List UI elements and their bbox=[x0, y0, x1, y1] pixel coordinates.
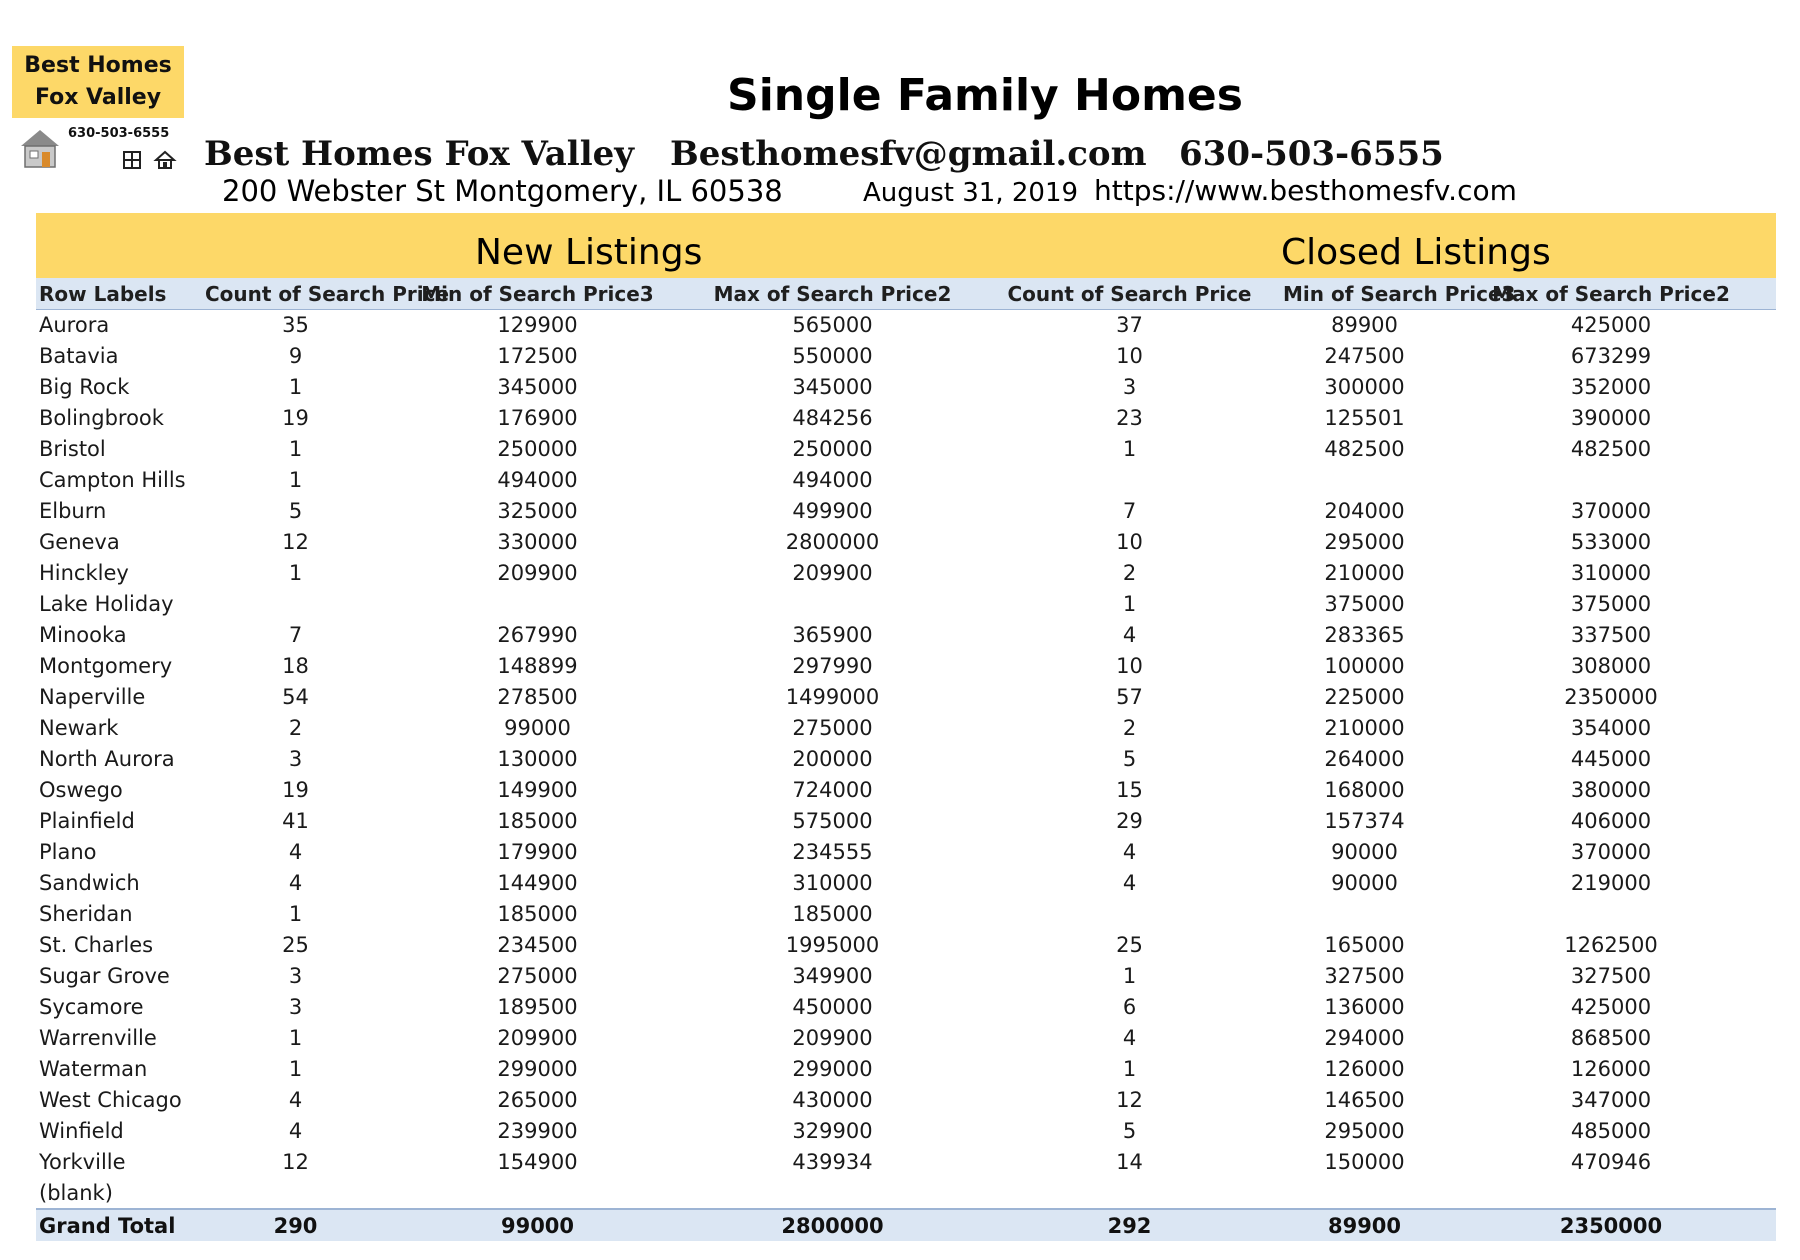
home-icon bbox=[155, 150, 175, 170]
cell-closed-max: 485000 bbox=[1570, 1118, 1652, 1143]
cell-closed-count: 1 bbox=[1122, 436, 1137, 461]
cell-new-count: 1 bbox=[288, 1025, 303, 1050]
table-row bbox=[36, 929, 1776, 960]
col-new-count: Count of Search Price bbox=[205, 281, 450, 306]
cell-closed-max: 445000 bbox=[1570, 746, 1652, 771]
cell-new-max: 724000 bbox=[792, 777, 873, 802]
table-row bbox=[36, 1053, 1776, 1084]
cell-town: Minooka bbox=[39, 622, 127, 647]
cell-new-min: 154900 bbox=[497, 1149, 578, 1174]
col-closed-count: Count of Search Price bbox=[1007, 281, 1252, 306]
cell-closed-max: 425000 bbox=[1570, 312, 1652, 337]
cell-new-max: 297990 bbox=[792, 653, 873, 678]
cell-new-min: 176900 bbox=[497, 405, 578, 430]
cell-new-max: 1995000 bbox=[785, 932, 880, 957]
cell-closed-max: 347000 bbox=[1570, 1087, 1652, 1112]
cell-new-min: 330000 bbox=[497, 529, 578, 554]
cell-closed-count: 10 bbox=[1116, 529, 1143, 554]
table-row bbox=[36, 557, 1776, 588]
grand-total-closed-max: 2350000 bbox=[1559, 1213, 1663, 1238]
table-row bbox=[36, 650, 1776, 681]
table-row bbox=[36, 867, 1776, 898]
closed-listings-title: Closed Listings bbox=[1281, 232, 1551, 273]
cell-new-count: 5 bbox=[288, 498, 303, 523]
cell-closed-min: 225000 bbox=[1324, 684, 1405, 709]
cell-closed-count: 2 bbox=[1122, 560, 1137, 585]
cell-closed-min: 100000 bbox=[1324, 653, 1405, 678]
cell-closed-min: 295000 bbox=[1324, 1118, 1405, 1143]
cell-new-count: 7 bbox=[288, 622, 303, 647]
cell-closed-max: 126000 bbox=[1570, 1056, 1652, 1081]
cell-closed-count: 10 bbox=[1116, 343, 1143, 368]
cell-new-min: 325000 bbox=[497, 498, 578, 523]
cell-closed-min: 210000 bbox=[1324, 715, 1405, 740]
cell-new-count: 4 bbox=[288, 1087, 303, 1112]
cell-closed-max: 308000 bbox=[1570, 653, 1652, 678]
cell-closed-max: 370000 bbox=[1570, 498, 1652, 523]
cell-new-max: 2800000 bbox=[785, 529, 880, 554]
cell-new-min: 185000 bbox=[497, 901, 578, 926]
grand-total-new-max: 2800000 bbox=[781, 1213, 884, 1238]
cell-closed-min: 210000 bbox=[1324, 560, 1405, 585]
logo-line-1: Best Homes bbox=[24, 53, 172, 78]
cell-new-max: 550000 bbox=[792, 343, 873, 368]
table-row bbox=[36, 433, 1776, 464]
cell-new-count: 4 bbox=[288, 870, 303, 895]
cell-closed-min: 294000 bbox=[1324, 1025, 1405, 1050]
cell-closed-max: 425000 bbox=[1570, 994, 1652, 1019]
cell-closed-min: 295000 bbox=[1324, 529, 1405, 554]
table-row bbox=[36, 495, 1776, 526]
cell-new-max: 565000 bbox=[792, 312, 873, 337]
cell-town: Lake Holiday bbox=[39, 591, 174, 616]
cell-new-min: 278500 bbox=[497, 684, 578, 709]
cell-new-count: 19 bbox=[282, 405, 309, 430]
cell-closed-count: 57 bbox=[1116, 684, 1143, 709]
cell-closed-min: 247500 bbox=[1324, 343, 1405, 368]
website-link[interactable]: https://www.besthomesfv.com bbox=[1094, 174, 1517, 207]
cell-closed-min: 136000 bbox=[1324, 994, 1405, 1019]
table-row bbox=[36, 681, 1776, 712]
cell-town: Oswego bbox=[39, 777, 123, 802]
table-row bbox=[36, 991, 1776, 1022]
report-date: August 31, 2019 bbox=[863, 178, 1079, 208]
cell-new-min: 275000 bbox=[497, 963, 578, 988]
cell-town: Hinckley bbox=[39, 560, 129, 585]
cell-new-max: 439934 bbox=[792, 1149, 873, 1174]
cell-closed-max: 2350000 bbox=[1564, 684, 1658, 709]
table-row bbox=[36, 836, 1776, 867]
cell-new-max: 575000 bbox=[792, 808, 873, 833]
cell-new-max: 349900 bbox=[792, 963, 873, 988]
cell-closed-max: 470946 bbox=[1570, 1149, 1652, 1174]
cell-new-count: 12 bbox=[282, 1149, 309, 1174]
cell-town: Sandwich bbox=[39, 870, 140, 895]
table-row bbox=[36, 898, 1776, 929]
table-row bbox=[36, 619, 1776, 650]
cell-closed-max: 337500 bbox=[1570, 622, 1652, 647]
cell-closed-count: 15 bbox=[1116, 777, 1143, 802]
cell-new-min: 99000 bbox=[504, 715, 571, 740]
cell-closed-min: 482500 bbox=[1324, 436, 1405, 461]
cell-town: Bolingbrook bbox=[39, 405, 164, 430]
cell-new-min: 179900 bbox=[497, 839, 578, 864]
table-row bbox=[36, 588, 1776, 619]
cell-new-max: 310000 bbox=[792, 870, 873, 895]
cell-closed-min: 327500 bbox=[1324, 963, 1405, 988]
col-new-min: Min of Search Price3 bbox=[421, 281, 654, 306]
cell-closed-max: 370000 bbox=[1570, 839, 1652, 864]
cell-new-count: 18 bbox=[282, 653, 309, 678]
cell-town: Newark bbox=[39, 715, 119, 740]
grand-total-label: Grand Total bbox=[39, 1213, 176, 1238]
cell-new-max: 209900 bbox=[792, 560, 873, 585]
table-row bbox=[36, 743, 1776, 774]
cell-closed-max: 1262500 bbox=[1564, 932, 1658, 957]
cell-new-max: 430000 bbox=[792, 1087, 873, 1112]
cell-closed-max: 327500 bbox=[1570, 963, 1652, 988]
cell-closed-max: 310000 bbox=[1570, 560, 1652, 585]
cell-closed-max: 406000 bbox=[1570, 808, 1652, 833]
table-row bbox=[36, 309, 1776, 340]
cell-closed-min: 165000 bbox=[1324, 932, 1405, 957]
cell-new-max: 185000 bbox=[792, 901, 873, 926]
cell-new-max: 1499000 bbox=[785, 684, 880, 709]
cell-new-min: 267990 bbox=[497, 622, 578, 647]
cell-new-count: 4 bbox=[288, 839, 303, 864]
cell-new-min: 250000 bbox=[497, 436, 578, 461]
cell-new-max: 450000 bbox=[792, 994, 873, 1019]
cell-closed-count: 4 bbox=[1122, 870, 1137, 895]
email[interactable]: Besthomesfv@gmail.com bbox=[670, 134, 1147, 174]
cell-new-count: 1 bbox=[288, 467, 303, 492]
grand-total-closed-count: 292 bbox=[1107, 1213, 1152, 1238]
logo-phone: 630-503-6555 bbox=[68, 126, 170, 141]
cell-closed-min: 157374 bbox=[1324, 808, 1405, 833]
cell-new-min: 265000 bbox=[497, 1087, 578, 1112]
cell-closed-min: 90000 bbox=[1331, 839, 1398, 864]
cell-closed-max: 673299 bbox=[1570, 343, 1652, 368]
cell-closed-min: 89900 bbox=[1331, 312, 1398, 337]
cell-new-count: 1 bbox=[288, 560, 303, 585]
cell-town: North Aurora bbox=[39, 746, 175, 771]
cell-new-count: 1 bbox=[288, 901, 303, 926]
col-new-max: Max of Search Price2 bbox=[713, 281, 952, 306]
cell-town: Naperville bbox=[39, 684, 146, 709]
cell-closed-max: 482500 bbox=[1570, 436, 1652, 461]
cell-new-max: 345000 bbox=[792, 374, 873, 399]
cell-closed-count: 5 bbox=[1122, 1118, 1137, 1143]
cell-closed-count: 2 bbox=[1122, 715, 1137, 740]
cell-closed-max: 380000 bbox=[1570, 777, 1652, 802]
cell-new-min: 345000 bbox=[497, 374, 578, 399]
table-row bbox=[36, 526, 1776, 557]
table-row bbox=[36, 774, 1776, 805]
cell-closed-min: 126000 bbox=[1324, 1056, 1405, 1081]
cell-new-count: 4 bbox=[288, 1118, 303, 1143]
cell-new-count: 41 bbox=[282, 808, 309, 833]
phone: 630-503-6555 bbox=[1179, 134, 1444, 174]
company-name: Best Homes Fox Valley bbox=[204, 134, 635, 174]
house-icon bbox=[18, 126, 62, 170]
cell-town: Plainfield bbox=[39, 808, 135, 833]
cell-town: Campton Hills bbox=[39, 467, 186, 492]
cell-new-min: 494000 bbox=[497, 467, 578, 492]
table-row bbox=[36, 464, 1776, 495]
cell-new-count: 2 bbox=[288, 715, 303, 740]
cell-closed-count: 7 bbox=[1122, 498, 1137, 523]
cell-new-min: 129900 bbox=[497, 312, 578, 337]
cell-closed-count: 1 bbox=[1122, 591, 1137, 616]
cell-town: Sheridan bbox=[39, 901, 133, 926]
cell-new-min: 299000 bbox=[497, 1056, 578, 1081]
new-listings-title: New Listings bbox=[475, 232, 703, 273]
cell-closed-min: 146500 bbox=[1324, 1087, 1405, 1112]
cell-closed-count: 12 bbox=[1116, 1087, 1143, 1112]
cell-closed-min: 204000 bbox=[1324, 498, 1405, 523]
cell-closed-min: 150000 bbox=[1324, 1149, 1405, 1174]
cell-town: West Chicago bbox=[39, 1087, 182, 1112]
cell-closed-count: 23 bbox=[1116, 405, 1143, 430]
cell-new-min: 239900 bbox=[497, 1118, 578, 1143]
cell-new-count: 54 bbox=[282, 684, 309, 709]
table-row bbox=[36, 805, 1776, 836]
cell-town: Batavia bbox=[39, 343, 119, 368]
cell-closed-count: 1 bbox=[1122, 963, 1137, 988]
cell-new-min: 234500 bbox=[497, 932, 578, 957]
cell-new-count: 12 bbox=[282, 529, 309, 554]
cell-new-min: 130000 bbox=[497, 746, 578, 771]
cell-closed-count: 5 bbox=[1122, 746, 1137, 771]
cell-new-max: 484256 bbox=[792, 405, 873, 430]
cell-town: Elburn bbox=[39, 498, 107, 523]
cell-new-max: 234555 bbox=[792, 839, 873, 864]
cell-new-count: 25 bbox=[282, 932, 309, 957]
grand-total-new-count: 290 bbox=[273, 1213, 318, 1238]
cell-new-min: 209900 bbox=[497, 1025, 578, 1050]
cell-closed-count: 25 bbox=[1116, 932, 1143, 957]
cell-town: Plano bbox=[39, 839, 97, 864]
cell-new-max: 209900 bbox=[792, 1025, 873, 1050]
cell-new-count: 3 bbox=[288, 746, 303, 771]
cell-town: Montgomery bbox=[39, 653, 173, 678]
table-row bbox=[36, 712, 1776, 743]
cell-new-max: 200000 bbox=[792, 746, 873, 771]
table-row bbox=[36, 402, 1776, 433]
cell-closed-count: 6 bbox=[1122, 994, 1137, 1019]
cell-new-min: 172500 bbox=[497, 343, 578, 368]
cell-closed-min: 168000 bbox=[1324, 777, 1405, 802]
cell-new-count: 1 bbox=[288, 374, 303, 399]
cell-closed-count: 4 bbox=[1122, 622, 1137, 647]
cell-closed-count: 3 bbox=[1122, 374, 1137, 399]
grand-total-new-min: 99000 bbox=[500, 1213, 575, 1238]
cell-town: Big Rock bbox=[39, 374, 130, 399]
cell-closed-count: 37 bbox=[1116, 312, 1143, 337]
col-row-labels: Row Labels bbox=[39, 281, 167, 306]
cell-closed-min: 375000 bbox=[1324, 591, 1405, 616]
col-closed-min: Min of Search Price3 bbox=[1283, 281, 1516, 306]
table-row bbox=[36, 1084, 1776, 1115]
cell-new-count: 35 bbox=[282, 312, 309, 337]
cell-closed-min: 283365 bbox=[1324, 622, 1405, 647]
cell-new-min: 185000 bbox=[497, 808, 578, 833]
cell-new-count: 1 bbox=[288, 436, 303, 461]
cell-new-max: 365900 bbox=[792, 622, 873, 647]
cell-closed-max: 375000 bbox=[1570, 591, 1652, 616]
cell-new-count: 3 bbox=[288, 963, 303, 988]
cell-closed-min: 90000 bbox=[1331, 870, 1398, 895]
cell-town: Warrenville bbox=[39, 1025, 157, 1050]
cell-town: Sugar Grove bbox=[39, 963, 170, 988]
cell-town: Winfield bbox=[39, 1118, 124, 1143]
cell-town: Aurora bbox=[39, 312, 110, 337]
cell-new-max: 494000 bbox=[792, 467, 873, 492]
cell-closed-max: 533000 bbox=[1570, 529, 1652, 554]
cell-closed-count: 4 bbox=[1122, 839, 1137, 864]
cell-closed-count: 10 bbox=[1116, 653, 1143, 678]
cell-new-min: 144900 bbox=[497, 870, 578, 895]
page-title: Single Family Homes bbox=[727, 70, 1243, 121]
cell-new-max: 275000 bbox=[792, 715, 873, 740]
cell-closed-max: 354000 bbox=[1570, 715, 1652, 740]
table-row bbox=[36, 1146, 1776, 1177]
cell-new-min: 149900 bbox=[497, 777, 578, 802]
grand-total-closed-min: 89900 bbox=[1327, 1213, 1402, 1238]
cell-new-min: 209900 bbox=[497, 560, 578, 585]
cell-new-count: 3 bbox=[288, 994, 303, 1019]
cell-closed-min: 264000 bbox=[1324, 746, 1405, 771]
cell-new-count: 9 bbox=[288, 343, 303, 368]
cell-new-max: 499900 bbox=[792, 498, 873, 523]
cell-closed-max: 352000 bbox=[1570, 374, 1652, 399]
table-header bbox=[36, 278, 1776, 310]
cell-town: (blank) bbox=[39, 1180, 113, 1205]
cell-new-count: 1 bbox=[288, 1056, 303, 1081]
cell-town: Bristol bbox=[39, 436, 106, 461]
col-closed-max: Max of Search Price2 bbox=[1492, 281, 1730, 306]
cell-closed-min: 125501 bbox=[1324, 405, 1405, 430]
cell-closed-max: 219000 bbox=[1570, 870, 1652, 895]
cell-town: Yorkville bbox=[39, 1149, 126, 1174]
cell-closed-max: 390000 bbox=[1570, 405, 1652, 430]
address: 200 Webster St Montgomery, IL 60538 bbox=[222, 174, 783, 208]
cell-new-count: 19 bbox=[282, 777, 309, 802]
table-row bbox=[36, 960, 1776, 991]
cell-new-max: 250000 bbox=[792, 436, 873, 461]
cell-closed-count: 1 bbox=[1122, 1056, 1137, 1081]
cell-town: Waterman bbox=[39, 1056, 148, 1081]
table-row bbox=[36, 1177, 1776, 1208]
cell-town: Sycamore bbox=[39, 994, 144, 1019]
cell-closed-count: 4 bbox=[1122, 1025, 1137, 1050]
cell-town: Geneva bbox=[39, 529, 120, 554]
cell-new-min: 189500 bbox=[497, 994, 578, 1019]
grand-total-row bbox=[36, 1208, 1776, 1241]
cell-closed-count: 29 bbox=[1116, 808, 1143, 833]
logo bbox=[12, 46, 184, 118]
cell-closed-min: 300000 bbox=[1324, 374, 1405, 399]
cell-closed-max: 868500 bbox=[1570, 1025, 1652, 1050]
cell-new-max: 329900 bbox=[792, 1118, 873, 1143]
cell-new-max: 299000 bbox=[792, 1056, 873, 1081]
cell-closed-count: 14 bbox=[1116, 1149, 1143, 1174]
table-row bbox=[36, 1115, 1776, 1146]
table-row bbox=[36, 340, 1776, 371]
logo-line-2: Fox Valley bbox=[34, 85, 162, 110]
cell-town: St. Charles bbox=[39, 932, 154, 957]
key-icon bbox=[122, 150, 142, 170]
cell-new-min: 148899 bbox=[497, 653, 578, 678]
table-row bbox=[36, 1022, 1776, 1053]
table-row bbox=[36, 371, 1776, 402]
